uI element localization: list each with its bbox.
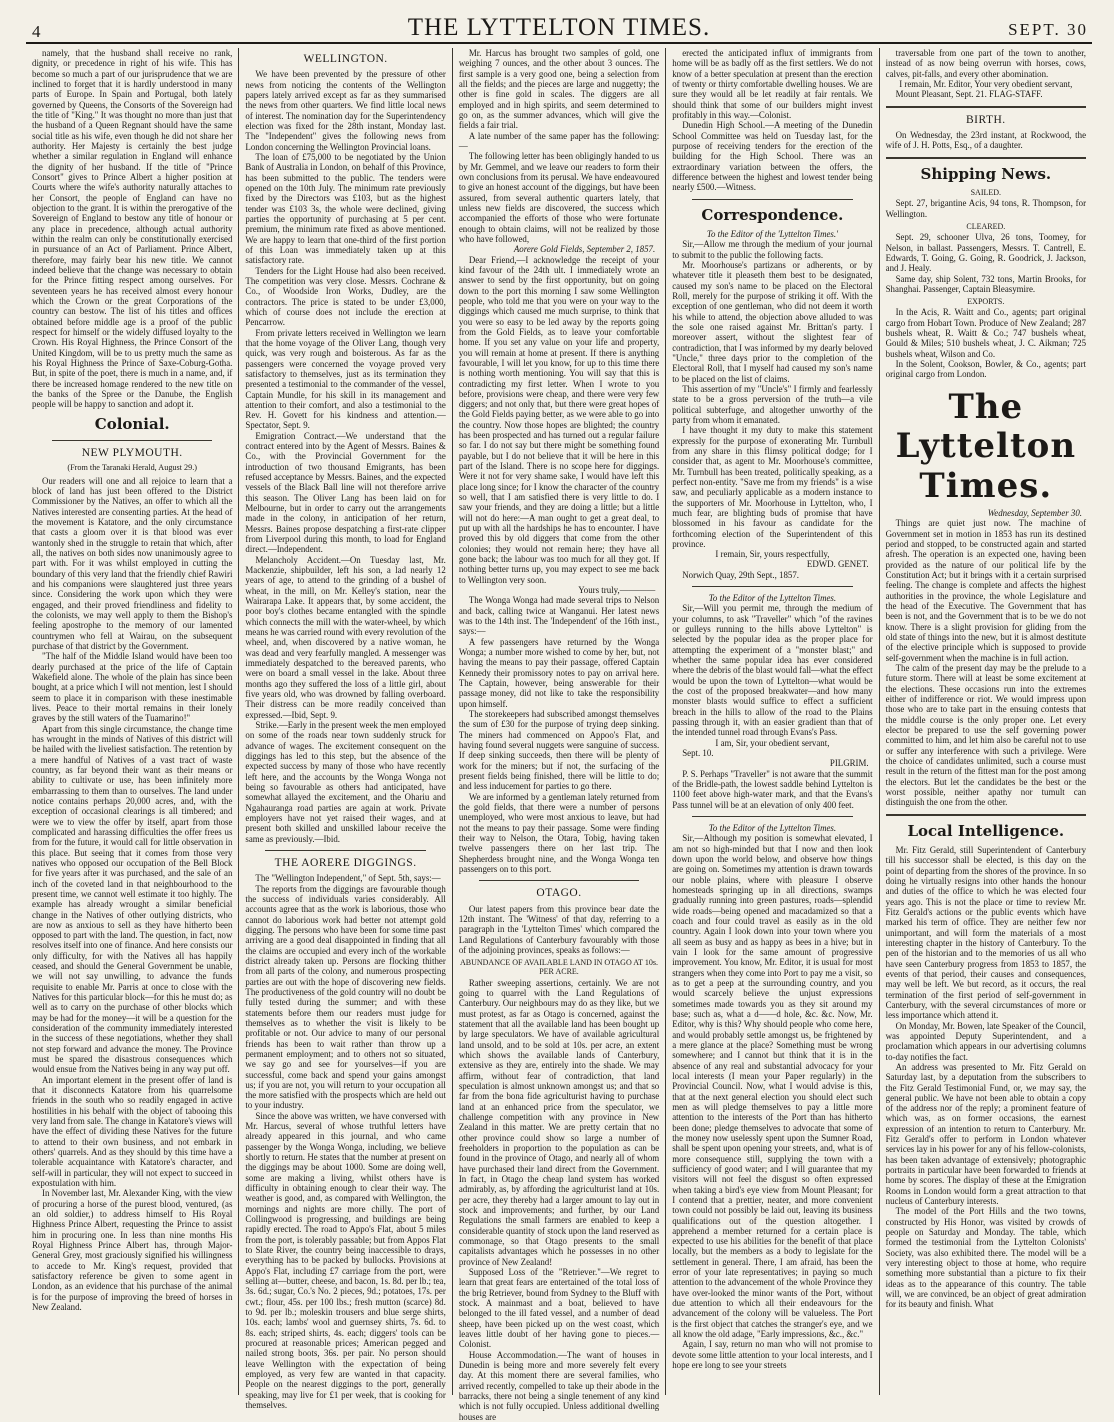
article-text: On Monday, Mr. Bowen, late Speaker of the Council, was appointed Deputy Superintendent, and a proclamation which appears in our advertising columns to-day notifies the fact. bbox=[885, 1020, 1087, 1062]
masthead bbox=[26, 10, 1092, 44]
letter-text: Sir,—Although my position is somewhat elevated, I am not so high-minded but that I now and then look down upon the world below, and observe how things are going on. Sometimes my attention is drawn towards our noble plains, where with pleasure I observe homesteads springing up in all directions, swamps gradually running into green pastures, roads—splendid wide roads—being opened and macadamized so that a coach and four could travel as easily as in the old country. Again I look down into your town where you all seem as busy and as happy as bees in a hive; but in vain I look for the same amount of progressive improvement. You know, Mr. Editor, it is usual for most strangers when they come into Port to pay me a visit, so as to get a peep at the surrounding country, and you would scarcely believe the unjust expressions sometimes made towards you as they sit around my base; such as, what a d——d hole, &c. &c. Now, Mr. Editor, why is this? Why should people who come here, and would probably settle amongst us, be frightened by a mere glance at the place? Something must be wrong somewhere; and I cannot but think that it is in the absence of any real and substantial advocacy for your local interests (I mean your Paper regularly) in the Provincial Council. Now, what I would advise is this, that at the next general election you should elect such men as will pledge themselves to pay a little more attention to the interests of the Port than has hitherto been done; pledge themselves to advocate that some of the money now uselessly spent upon the Sumner Road, shall be spent upon opening your streets, and, what is of more consequence still, supplying the town with a sufficiency of good water; and I will guarantee that my visitors will not feel the disgust so often expressed when taking a bird's eye view from Mount Pleasant; for I contend that a prettier, neater, and more convenient town could not possibly be laid out, leaving its business qualifications out of the question altogether. I apprehend a member returned for a certain place is expected to use his abilities for the benefit of that place locally, but the members as a body to legislate for the settlement in general. There, I am afraid, has been the error of your late representatives; in paying so much attention to the advancement of the whole Province they have over-looked the minor wants of the Port, without due attention to which all their endeavours for the advancement of the colony will be valueless. The Port is the first object that catches the stranger's eye, and we all know the old adage, "Early impressions, &c., &c." bbox=[672, 833, 873, 1340]
letter-text: Sir,—Allow me through the medium of your journal to submit to the public the following facts. bbox=[672, 239, 873, 260]
article-columns bbox=[26, 48, 1092, 1422]
page-number: 4 bbox=[32, 22, 41, 41]
article-text: Melancholy Accident.—On Tuesday last, Mr. Mackenzie, shipbuilder, left his son, a lad nearly 12 years of age, to attend to the grinding of a bushel of wheat, in the mill, on Mr. Kelley's station, near the Wairarapa Lake. It appears that, by some accident, the poor boy's clothes became entangled with the spindle which connects the mill with the water-wheel, by which means he was carried round with every revolution of the wheel, and, when discovered by a native woman, he was dead and very fearfully mangled. A messenger was immediately despatched to the bereaved parents, who were on board a small vessel in the lake. About three months ago they suffered the loss of a little girl, about five years old, who was drowned by falling overboard. Their distress can be more readily conceived than expressed.—Ibid, Sept. 9. bbox=[245, 554, 446, 720]
letter-signature: PILGRIM. bbox=[829, 758, 869, 769]
letter-dateline: Aorere Gold Fields, September 2, 1857. bbox=[513, 244, 656, 255]
subheading-exports: EXPORTS. bbox=[967, 297, 1005, 307]
article-text: "The half of the Middle Island would have been too dearly purchased at the price of the life of Captain Wakefield alone. The whole of the plain has since been bought, at a price which I will not mention, lest I should seem to place it in comparison with these inestimable lives. Peace to their mortal remains in their lonely graves by the still waters of the Tuamarino!" bbox=[32, 651, 233, 724]
column-5 bbox=[880, 48, 1092, 1395]
editorial-date: Wednesday, September 30. bbox=[987, 508, 1083, 519]
letter-text: This assertion of my "Uncle's" I firmly and fearlessly state to be a gross perversion of the truth—a vile political subterfuge, and altogether unworthy of the party from whom it emanated. bbox=[672, 383, 873, 425]
newspaper-title: THE LYTTELTON TIMES. bbox=[407, 14, 711, 41]
divider bbox=[479, 880, 639, 881]
letter-salutation: To the Editor of the 'Lyttelton Times.' bbox=[706, 228, 838, 239]
article-text: The following letter has been obligingly handed to us by Mr. Gemmel, and we leave our readers to form their own conclusions from its perusal. We have endeavoured to give an honest account of the diggings, but have been assured, from several authentic quarters lately, that unless new fields are discovered, the success which accompanied the efforts of those who were fortunate enough to obtain claims, will not be realized by those who have followed, bbox=[458, 151, 660, 244]
article-text: Mr. Fitz Gerald, still Superintendent of Canterbury till his successor shall be elected, is this day on the point of departing from the shores of the province. In so doing he virtually resigns into other hands the honour and duties of the office to which he was elected four years ago. This is not the place or time to review Mr. Fitz Gerald's actions or the public events which have marked his term of office. They are neither few nor unimportant, and will form the materials of a most interesting chapter in the history of Canterbury. To the pen of the historian and to the memories of us all who have seen Canterbury progress from 1853 to 1857, the events of that period, their causes and consequences, may well be left. We but record, as it occurs, the real termination of the first period of self-government in Canterbury, with the several circumstances of more or less importance which attend it. bbox=[885, 844, 1087, 1021]
divider bbox=[265, 850, 425, 851]
heading-wellington: WELLINGTON. bbox=[303, 53, 388, 65]
shipping-entry: Sept. 27, brigantine Acis, 94 tons, R. Thompson, for Wellington. bbox=[885, 198, 1087, 219]
column-1 bbox=[26, 48, 239, 1395]
article-text: We have been prevented by the pressure of other news from noticing the contents of the Wellington papers lately arrived except as far as they summarised the news from other quarters. We find little local news of interest. The nomination day for the Superintendency election was fixed for the 28th instant, Monday last. The "Independent" gives the following news from London concerning the Wellington Provincial loans. bbox=[245, 69, 446, 152]
subheading-cleared: CLEARED. bbox=[966, 221, 1006, 231]
article-text: The reports from the diggings are favourable though the success of individuals varies considerably. All accounts agree that as the work is laborious, those who cannot do laborious work had better not attempt gold digging. The persons who have been for some time past arriving are a good deal disappointed in finding that all the claims are occupied and every inch of the workable district already taken up. Persons are flocking thither from all parts of the colony, and numerous prospecting parties are out with the hope of discovering new fields. The productiveness of the gold country will no doubt be fully tested during the summer; and with these statements before them our readers must judge for themselves as to whether the visit is likely to be profitable or not. Our advice to many of our personal friends has been to wait rather than throw up a permanent employment; and to others not so situated, we say go and see for yourselves—if you are successful, come back and spend your gains amongst us; if you are not, you will return to your occupation all the more satisfied with the prospects which are held out to your industry. bbox=[245, 883, 446, 1111]
editorial-text: Things are quiet just now. The machine of Government set in motion in 1853 has run its destined period and stopped, to be constructed again and started afresh. The operation is an expected one, having been provided as the nature of our political life by the Constitution Act; but it brings with it a certain surprised feeling. The change is complete and affects the highest authorities in the province, the whole Legislature and the head of the Executive. The Government that has been is not, and the Government that is to be we do not know. There is a slight provision for gliding from the old state of things into the new, but it is almost destitute of the elective principle which is supposed to provide self-government when the machine is in full action. bbox=[885, 518, 1087, 663]
divider bbox=[886, 814, 1086, 816]
article-text: erected the anticipated influx of immigrants from home will be as badly off as the first settlers. We do not know of a better speculation at present than the erection of twenty or thirty comfortable dwelling houses. We are sure they would all be let readily at fair rentals. We should think that some of our builders might invest profitably in this way.—Colonist. bbox=[672, 48, 873, 120]
letter-closing: I am, Sir, your obedient servant, bbox=[715, 737, 830, 748]
heading-otago: OTAGO. bbox=[536, 887, 582, 900]
letter-closing: Yours truly,———— bbox=[578, 585, 656, 596]
article-text: House Accommodation.—The want of houses in Dunedin is being more and more severely felt every day. At this moment there are several families, who arrived recently, compelled to take up their abode in the barracks, there not being a single tenement of any kind which is not fully occupied. Unless additional dwelling houses are bbox=[458, 1349, 660, 1422]
letter-signature: Mount Pleasant, Sept. 21. FLAG-STAFF. bbox=[895, 89, 1043, 100]
letter-place: Norwich Quay, 29th Sept., 1857. bbox=[682, 569, 799, 580]
article-text: Apart from this single circumstance, the change time has wrought in the minds of Natives of this district will be hailed with the liveliest satisfaction. The retention by a mere handful of Natives of a vast tract of waste country, as far beyond their want as their means or ability to cultivate or use, has been infinitely more embarrassing to them than to ourselves. The land under notice contains perhaps 20,000 acres, and, with the exception of occasional clearings is all timbered; and were we to view the offer by itself, apart from those complicated and harassing difficulties the offer frees us from for the future, it would call for little observation in this place. But seeing that it comes from those very natives who opposed our occupation of the Bell Block for five years after it was purchased, and the sale of an inch of the coveted land in that neighbourhood to the present time, we cannot well estimate it too highly. The example has already wrought a similar beneficial change in the Natives of other outlying districts, who are now as anxious to sell as they have hitherto been opposed to part with the land. The question, in fact, now resolves itself into one of finance. And here consists our only difficulty, for with the Natives all has happily ceased, and should the General Government be unable, we will not say unwilling, to advance the funds requisite to enable Mr. Parris at once to close with the Natives for this particular block—for this he must do; as well as to carry on the purchase of other blocks which may be had for the money—it will be a question for the consideration of the community immediately interested in the success of these negotiations, whether they shall not step forward and advance the money. The Province must be spared the disastrous consequences which would ensue from the Natives being in any way put off. bbox=[32, 723, 233, 1075]
column-4 bbox=[666, 48, 879, 1395]
heading-birth: BIRTH. bbox=[965, 113, 1006, 126]
article-text: Since the above was written, we have conversed with Mr. Harcus, several of whose truthful letters have already appeared in this journal, and who came passenger by the Wonga Wonga, including, we believe shortly to return. He states that the number at present on the diggings may be about 1000. Some are doing well, some are making a living, whilst others have is difficulty in obtaining enough to clear their way. The weather is good, and, as compared with Wellington, the mornings and nights are more chilly. The port of Collingwood is progressing, and buildings are being rapidly erected. The road to Appo's Flat, about 5 miles from the port, is tolerably passable; but from Appos Flat to Slate River, the country being inaccessible to drays, everything has to be packed by bullocks. Provisions at Appo's Flat, including £7 carriage from the port, were selling at—butter, cheese, and bacon, 1s. 8d. per lb.; tea, 3s. 6d.; sugar, Co.'s No. 2 pieces, 9d.; potatoes, 17s. per cwt.; flour, 45s. per 100 lbs.; fresh mutton (scarce) 8d. to 9d. per lb.; moleskin trousers and blue serge shirts, 10s. each; lambs' wool and guernsey shirts, 7s. 6d. to 8s. each; striped shirts, 4s. each; diggers' tools can be procured at reasonable prices; American pegged and nailed strong boots, 36s. per pair. No person should leave Wellington with the expectation of being employed, as very few are wanted in that capacity. People on the nearest diggings to the port, generally speaking, may live for £1 per week, that is cooking for themselves. bbox=[245, 1110, 446, 1410]
divider bbox=[692, 816, 852, 817]
article-text: Our readers will one and all rejoice to learn that a block of land has just been offered to the District Commissioner by the Natives, an offer to which all the Natives interested are consenting parties. At the head of the movement is Katatore, and the only circumstance that casts a gloom over it is that blood was ever wantonly shed in the struggle to retain that which, after all, the natives on both sides now unanimously agree to part with. For it was whilst employed in cutting the boundary of this very land that the friendly chief Rawiri and his companions were slaughtered just three years since. Considering the work upon which they were engaged, and their proved friendliness and fidelity to the colonists, we may well apply to them the Bishop's feeling apostrophe to the memory of our lamented countrymen who fell at Wairau, on the subsequent purchase of that district by the Government. bbox=[32, 475, 233, 651]
subheading-sailed: SAILED. bbox=[970, 188, 1002, 198]
divider bbox=[692, 586, 852, 587]
article-text: The Wonga Wonga had made several trips to Nelson and back, calling twice at Wanganui. Her latest news was to the 14th inst. The 'Independent' of the 16th inst., says:— bbox=[458, 595, 660, 637]
birth-notice: On Wednesday, the 23rd instant, at Rockwood, the wife of J. H. Potts, Esq., of a daughter. bbox=[885, 129, 1087, 151]
article-text: An address was presented to Mr. Fitz Gerald on Saturday last, by a deputation from the subscribers to the Fitz Gerald Testimonial Fund, or, we may say, the general public. We have not been able to obtain a copy of the address nor of the reply; a prominent feature of which was, as on former occasions, the earnest expression of an intention to return to Canterbury. Mr. Fitz Gerald's offer to perform in London whatever services lay in his power for any of his fellow-colonists, has been taken advantage of extensively; photographic portraits in particular have been forwarded to friends at home by scores. The display of these at the Emigration Rooms in London would form a great attraction to that nucleus of Canterbury interests. bbox=[885, 1061, 1087, 1207]
article-text: Our latest papers from this province bear date the 12th instant. The 'Witness' of that day, referring to a paragraph in the 'Lyttelton Times' which compared the Land Regulations of Canterbury favourably with those of the adjoining provinces, speaks as follows:— bbox=[458, 903, 660, 955]
page-date: SEPT. 30 bbox=[1008, 20, 1088, 39]
divider bbox=[886, 106, 1086, 108]
article-text: Supposed Loss of the "Retriever."—We regret to learn that great fears are entertained of the total loss of the brig Retriever, bound from Sydney to the Bluff with stock. A mainmast and a boat, believed to have belonged to the ill fated vessel, and a number of dead sheep, have been picked up on the west coast, which leaves little doubt of her having gone to pieces.—Colonist. bbox=[458, 1266, 660, 1350]
letter-closing: I remain, Sir, yours respectfully, bbox=[715, 549, 830, 560]
article-text: Emigration Contract.—We understand that the contract entered into by the Agent of Messrs. Baines & Co., with the Provincial Government for the introduction of two thousand Emigrants, has been refused acceptance by Messrs. Baines, and the expected vessels of the Black Ball line will not therefore arrive this season. The Oliver Lang has been laid on for Melbourne, but in order to carry out the arrangements made in the colony, in anticipation of her return, Messrs. Baines propose despatching a first-rate clipper from Liverpool during this month, to load for England direct.—Independent. bbox=[245, 430, 446, 555]
shipping-entry: Same day, ship Solent, 732 tons, Martin Brooks, for Shanghai. Passenger, Captain Bleasymire. bbox=[885, 273, 1087, 294]
article-text: Rather sweeping assertions, certainly. We are not going to quarrel with the Land Regulations of Canterbury. Our neighbours may do as they like, but we must protest, as far as Otago is concerned, against the statement that all the available land has been bought up by large speculators. We have of available agricultural land unsold, and to be sold at 10s. per acre, an extent which shows the available lands of Canterbury, extensive as they are, entirely into the shade. We may affirm, without fear of contradiction, that land speculation is almost unknown amongst us; and that so far from the bona fide agriculturist having to purchase land at an enhanced price from the speculator, we challenge competition with any province in New Zealand in this matter. We are pretty certain that no other province could show so large a number of freeholders in proportion to the population as can be found in the province of Otago, and nearly all of whom have purchased their land direct from the Government. In fact, in Otago the cheap land system has worked admirably, as, by affording the agriculturist land at 10s. per acre, they thereby had a larger amount to lay out in stock and improvements; and further, by our Land Regulations the small farmers are enabled to keep a considerable quantity of stock upon the land reserved as commonage, so that Otago presents to the small capitalists advantages which he possesses in no other province of New Zealand! bbox=[458, 977, 660, 1267]
quoted-heading: ABUNDANCE OF AVAILABLE LAND IN OTAGO AT 10s. PER ACRE. bbox=[459, 958, 659, 977]
article-text: The "Wellington Independent," of Sept. 5th, says:— bbox=[255, 873, 441, 884]
letter-text: Dear Friend,—I acknowledge the receipt of your kind favour of the 24th ult. I immediately wrote an answer to send by the first opportunity, but on going down to the port this morning I saw some Wellington people, who told me that you were on your way to the diggings which caused me much surprise, to think that you were so easy to be led away by the reports going from the Gold Fields, as to leave your comfortable home. If you set any value on your life and property, you will remain at home at present. If there is anything favourable, I will let you know, for up to this time there is nothing worth mentioning. You will say that this is contradicting my first letter. When I wrote to you before, provisions were cheap, and there were very few diggers; and not only that, but there were great hopes of the Gold Fields paying better, as we were able to go into the country. Now those hopes are blighted; the country has been prospected and has turned out a regular failure so far. I do not say but there might be something found payable, but I do not believe that it will be here in this part of the Island. There is no scope here for diggings. Were it not for very shame sake, I would have left this place long since; for I know the character of the country so well, that I am satisfied there is very little to do. I saw your friends, and they are doing a little; but a little will not do here:—A man ought to get a great deal, to put up with all the hardships he has to encounter. I have proved this by old diggers that come from the other colonies; they would not remain here; they have all gone back; the labour was too much for all they got. If nothing better turns up, you may expect to see me back to Wellington very soon. bbox=[458, 254, 660, 585]
article-text: Tenders for the Light House had also been received. The competition was very close. Messrs. Cochrane & Co., of Woodside Iron Works, Dudley, are the contractors. The price is stated to be under £3,000, which of course does not include the erection at Pencarrow. bbox=[245, 265, 446, 328]
divider bbox=[886, 157, 1086, 159]
article-text: Strike.—Early in the present week the men employed on some of the roads near town suddenly struck for advance of wages. The excitement consequent on the diggings has led to this step, but the absence of the expected success by many of those who have recently left here, and the accounts by the Wonga Wonga not being so favourable as others had anticipated, have somewhat allayed the excitement, and the Ohariu and Ngahauranga road parties are again at work. Private employers have not yet raised their wages, and at present both skilled and unskilled labour receive the same as previously.—Ibid. bbox=[245, 720, 446, 844]
editorial-text: The calm of the present day may be the prelude to a future storm. There will at least be some excitement at the elections. These occasions run into the extremes either of indifference or riot. We would impress upon those who are to take part in the ensuing contests that the middle course is the only proper one. Let every elector be prepared to use the self governing power committed to him, and let him also be careful not to use or suffer any interference with such a privilege. Were the choice of candidates unlimited, such a course must result in the return of the fittest man for the post among the electors. But let the candidates be the best or the worst possible, neither apathy nor tumult can distinguish the one from the other. bbox=[885, 662, 1087, 808]
editorial-masthead: The Lyttelton Times. bbox=[895, 386, 1077, 506]
article-text: In November last, Mr. Alexander King, with the view of procuring a horse of the purest blood, ventured, (as an old soldier,) to address himself to His Royal Highness Prince Albert, requesting the Prince to assist him in procuring one. In less than nine months His Royal Highness Prince Albert has, through Major-General Grey, most graciously signified his willingness to accede to Mr. King's request, provided that satisfactory reference be given to some agent in London, as an evidence that his purchase of the animal is for the purpose of improving the breed of horses in New Zealand. bbox=[32, 1188, 233, 1312]
letter-text: Mr. Moorhouse's partizans or adherents, or by whatever title it pleaseth them best to be designated, caused my son's name to be placed on the Electoral Roll, merely for the purpose of striking it off. With the exception of one gentleman, who did not deem it worth his while to attend, the objection above alluded to was the sole one raised against Mr. Brittan's party. I moreover assert, without the slightest fear of contradiction, that I was informed by my dearly beloved "Uncle," three days prior to the completion of the Electoral Roll, that I myself had caused my son's name to be placed on the list of claims. bbox=[672, 259, 873, 384]
letter-postscript: P. S. Perhaps "Traveller" is not aware that the summit of the Bridle-path, the lowest saddle behind Lyttelton is 1100 feet above high-water mark, and that the Evans's Pass tunnel will be at an elevation of only 400 feet. bbox=[672, 768, 873, 810]
article-text: An important element in the present offer of land is that it disconnects Katatore from his quarrelsome friends in the south who so readily engaged in active hostilities in his behalf with the object of tabooing this very land from sale. The change in Katatore's views will have the effect of dividing these Natives for the future to attend to their own business, and not embark in others' quarrels. And as they should by this time have a tolerable acquaintance with Katatore's character, and self-will in particular, they will not expect to succeed in expostulation with him. bbox=[32, 1074, 233, 1189]
letter-date: Sept. 10. bbox=[682, 748, 714, 759]
shipping-entry: In the Solent, Cookson, Bowler, & Co., agents; part original cargo from London. bbox=[885, 359, 1087, 380]
article-text: A late number of the same paper has the following:— bbox=[458, 130, 660, 151]
article-text: The storekeepers had subscribed amongst themselves the sum of £30 for the purpose of trying deep sinking. The miners had commenced on Appoo's Flat, and having found several nuggets were sanguine of success. If deep sinking succeeds, then there will be plenty of work for the miners; but if not, the surfacing of the present fields being finished, there will be little to do; and less inducement for parties to go there. bbox=[458, 709, 660, 792]
source-line: (From the Taranaki Herald, August 29.) bbox=[67, 463, 197, 473]
article-text: Dunedin High School.—A meeting of the Dunedin School Committee was held on Tuesday last, for the purpose of receiving tenders for the erection of the building for the High School. There was an extraordinary variation between the offers, the difference between the highest and lowest tender being nearly £500.—Witness. bbox=[672, 120, 873, 193]
article-text: A few passengers have returned by the Wonga Wonga; a number more wished to come by her, but, not having the means to pay their passage, offered Captain Kennedy their promissory notes to pay on arrival here. The Captain, however, being answerable for their passage money, did not like to take the responsibility upon himself. bbox=[458, 636, 660, 709]
article-text: Mr. Harcus has brought two samples of gold, one weighing 7 ounces, and the other about 3 ounces. The first sample is a very good one, being a selection from all the fields; and the pieces are large and nuggetty; the other is fine gold in scales. The diggers are all employed and in high spirits, and seem determined to go on, as the summer advances, which will give the fields a fair trial. bbox=[458, 48, 660, 131]
article-text: We are informed by a gentleman lately returned from the gold fields, that there were a number of persons unemployed, who were most anxious to leave, but had not the means to pay their passage. Some were finding their way to Nelson, the Otara, Tobig, having taken twelve passengers there on her last trip. The Shepherdess brought nine, and the Wonga Wonga ten passengers on to this port. bbox=[458, 791, 660, 874]
heading-aorere-diggings: THE AORERE DIGGINGS. bbox=[274, 856, 417, 869]
divider bbox=[692, 199, 852, 200]
section-heading-correspondence: Correspondence. bbox=[701, 205, 844, 224]
letter-text: Sir,—Will you permit me, through the medium of your columns, to ask "Traveller" which "of the ravines or gulleys running to the hills above Lyttelton" is selected by the popular idea as the proper place for attempting the experiment of a "monster blast;" and whether the same popular idea has ever considered where the debris of the blast would fall—what the effect would be upon the town of Lyttelton—what would be the cost of the proposed breakwater—and how many monster blasts would suffice to effect a sufficient breach in the hills to allow of the road to the Plains passing through it, with an easier gradient than that of the intended tunnel road through Evans's Pass. bbox=[672, 603, 873, 738]
column-3 bbox=[453, 48, 666, 1422]
column-2 bbox=[239, 48, 452, 1410]
letter-salutation: To the Editor of the Lyttelton Times. bbox=[708, 593, 837, 604]
article-text: namely, that the husband shall receive no rank, dignity, or precedence in right of his wife. This has become so much a part of our jurisprudence that we are inclined to forget that it is hardly understood in many parts of Europe. In Spain and Portugal, both lately governed by Queens, the Consorts of the Sovereign had the title of "King." It was thought no more than just that the husband of a Queen Regnant should have the same social title as his wife, even though he did not share her authority. Her Majesty is certainly the best judge whether a similar regulation in England will enhance the dignity of her husband. If the title of "Prince Consort" gives to Prince Albert a higher position at Courts where the wife's authority naturally attaches to her Consort, the people of England can have no objection to the grant. It is within the prerogative of the Sovereign of England to bestow any title of honour or any place in precedence, although actual authority within the realm can only be constitutionally exercised in pursuance of an Act of Parliament. Prince Albert, therefore, may fairly bear his new title. We cannot indeed believe that the change was necessary to obtain for the Prince fitting respect among ourselves. For seventeen years he has received almost every honour which the Crown or the great Corporations of the country can bestow. The list of his titles and offices obtained before middle age is a proof of the public respect for himself or the widely diffused loyalty to the Crown. His Royal Highness, the Prince Consort of the United Kingdom, will be to us pretty much the same as his Royal Highness the Prince of Saxe-Coburg-Gotha. But, in spite of the poet, there is much in a name, and, if there be increased homage rendered to the new title on the banks of the Spree or the Danube, the English people will be happy to sanction and adopt it. bbox=[32, 48, 233, 410]
shipping-entry: Sept. 29, schooner Ulva, 26 tons, Toomey, for Nelson, in ballast. Passengers, Messrs. T. Cantrell, E. Edwards, T. Going, G. Going, R. Goodrick, J. Jackson, and J. Healy. bbox=[885, 232, 1087, 274]
section-heading-shipping: Shipping News. bbox=[920, 164, 1052, 183]
section-heading-colonial: Colonial. bbox=[94, 415, 170, 434]
article-text: The model of the Port Hills and the two towns, constructed by His Honor, was visited by crowds of people on Saturday and Monday. The table, which formed the testimonial from the Lyttelton Colonists' Society, was also exhibited there. The model will be a very interesting object to those at home, who require something more substantial than a picture to fix their ideas as to the appearance of this country. The table will, we are convinced, be an object of great admiration for its beauty and finish. What bbox=[885, 1206, 1087, 1310]
letter-salutation: To the Editor of the Lyttelton Times. bbox=[708, 823, 837, 834]
divider bbox=[52, 440, 212, 441]
heading-new-plymouth: NEW PLYMOUTH. bbox=[81, 446, 183, 459]
letter-closing: I remain, Mr. Editor, Your very obedient servant, bbox=[899, 78, 1073, 89]
shipping-entry: In the Acis, R. Waitt and Co., agents; part original cargo from Hobart Town. Produce of New Zealand; 287 bushels wheat, R. Waitt & Co.; 747 bushels wheat, Gould & Miles; 510 bushels wheat, J. C. Aikman; 725 bushels wheat, Wilson and Co. bbox=[885, 307, 1087, 359]
letter-text: Again, I say, return no man who will not promise to devote some little attention to your local interests, and I hope ere long to see your streets bbox=[672, 1339, 873, 1371]
letter-signature: EDWD. GENET. bbox=[806, 559, 869, 570]
article-text: From private letters received in Wellington we learn that the home voyage of the Oliver Lang, though very quick, was very rough and boisterous. As far as the passengers were concerned the voyage proved very satisfactory to themselves, just as its termination they presented a testimonial to the commander of the vessel, Captain Mundle, for his skill in its management and attention to their comfort, and also a testimonial to the Rev. H. Govett for his kindness and attention.—Spectator, Sept. 9. bbox=[245, 327, 446, 431]
article-text: The loan of £75,000 to be negotiated by the Union Bank of Australia in London, on behalf of this Province, has been submitted to the public. The tenders were opened on the 10th July. The minimum rate previously fixed by the Directors was £103, but as the highest tender was £103 3s, the whole were declined, giving parties the opportunity of purchasing at 5 per cent. premium, the minimum rate fixed as above mentioned. We are happy to learn that one-third of the first portion of this Loan was immediately taken up at this satisfactory rate. bbox=[245, 151, 446, 266]
letter-text: I have thought it my duty to make this statement expressly for the purpose of exonerating Mr. Turnbull from any share in this flimsy political dodge; for I consider that, as agent to Mr. Moorhouse's committee, Mr. Turnbull has been treated, politically speaking, as a perfect non-entity. "Save me from my friends" is a wise saw, and peculiarly applicable as a modern instance to the supporters of Mr. Moorhouse in Lyttelton, who, I much fear, are blighting buds of promise that have blossomed in his favour as candidate for the forthcoming election of the Superintendent of this province. bbox=[672, 425, 873, 549]
section-heading-local-intelligence: Local Intelligence. bbox=[907, 821, 1065, 840]
letter-text: traversable from one part of the town to another, instead of as now being overrun with horses, cows, calves, pit-falls, and every other abomination. bbox=[885, 48, 1087, 79]
